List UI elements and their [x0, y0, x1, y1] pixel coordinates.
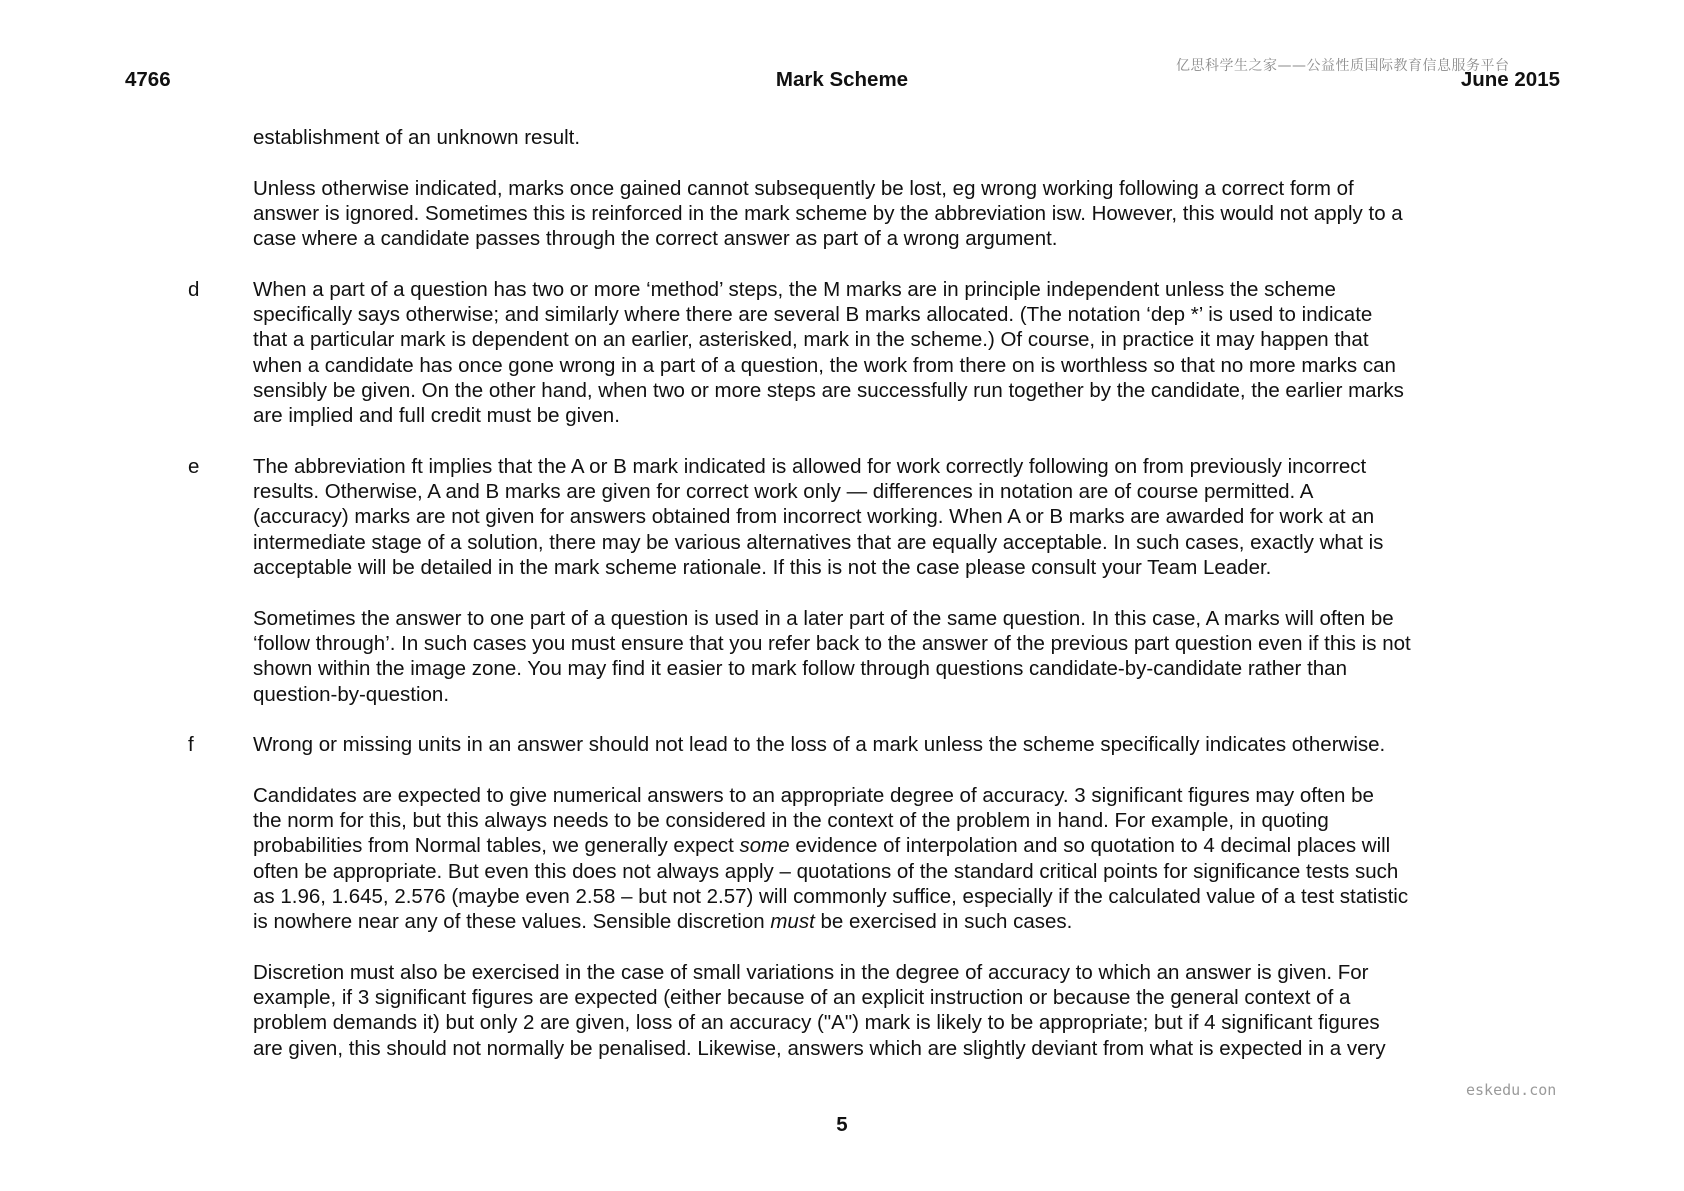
text-line: (accuracy) marks are not given for answers obtained from incorrect working. When A or B marks are awarded for work at an — [253, 505, 1375, 529]
emphasis-text: some — [739, 834, 790, 858]
text-line: as 1.96, 1.645, 2.576 (maybe even 2.58 – but not 2.57) will commonly suffice, especially if the calculated value of a test statistic — [253, 884, 1409, 908]
paragraph-text — [253, 732, 1513, 757]
text-line: shown within the image zone. You may find it easier to mark follow through questions candidate-by-candidate rather than — [253, 657, 1347, 681]
text-line: example, if 3 significant figures are expected (either because of an explicit instruction or because the general context of a — [253, 986, 1351, 1010]
text-line: Sometimes the answer to one part of a question is used in a later part of the same question. In this case, A marks will often be — [253, 606, 1394, 630]
text-line: ‘follow through’. In such cases you must ensure that you refer back to the answer of the previous part question even if this is not — [253, 631, 1411, 655]
paragraph-text — [253, 783, 1513, 935]
paragraph-block — [0, 606, 1684, 707]
paragraph-text — [253, 454, 1513, 580]
paragraph-text — [253, 176, 1513, 252]
text-line: specifically says otherwise; and similarly where there are several B marks allocated. (The notation ‘dep *’ is used to indicate — [253, 303, 1373, 327]
text-line: acceptable will be detailed in the mark scheme rationale. If this is not the case please consult your Team Leader. — [253, 556, 1272, 580]
paragraph-block — [0, 454, 1684, 580]
text-line: problem demands it) but only 2 are given, loss of an accuracy ("A") mark is likely to be appropriate; but if 4 significant figures — [253, 1011, 1380, 1035]
paragraph-text — [253, 125, 1513, 150]
text-line: sensibly be given. On the other hand, when two or more steps are successfully run together by the candidate, the earlier marks — [253, 378, 1404, 402]
page-number: 5 — [836, 1113, 848, 1136]
text-line: intermediate stage of a solution, there may be various alternatives that are equally acceptable. In such cases, exactly what is — [253, 530, 1384, 554]
paper-code: 4766 — [125, 68, 171, 91]
text-line: the norm for this, but this always needs to be considered in the context of the problem in hand. For example, in quoting — [253, 809, 1329, 833]
text-line: question-by-question. — [253, 682, 450, 706]
text-line: Discretion must also be exercised in the case of small variations in the degree of accuracy to which an answer is given. For — [253, 960, 1369, 984]
emphasis-text: must — [770, 910, 815, 934]
paragraph-block — [0, 277, 1684, 429]
text-line — [253, 909, 1513, 934]
text-line: Candidates are expected to give numerical answers to an appropriate degree of accuracy. 3 significant figures may often be — [253, 783, 1374, 807]
paragraph-text — [253, 277, 1513, 429]
paragraph-text — [253, 960, 1513, 1061]
line-segment: probabilities from Normal tables, we generally expect — [253, 834, 740, 858]
text-line: when a candidate has once gone wrong in a part of a question, the work from there on is worthless so that no more marks can — [253, 353, 1396, 377]
item-letter: e — [188, 454, 200, 478]
paragraph-text — [253, 606, 1513, 707]
item-letter: d — [188, 277, 200, 301]
text-line: that a particular mark is dependent on an earlier, asterisked, mark in the scheme.) Of course, in practice it may happen that — [253, 328, 1369, 352]
text-line: case where a candidate passes through the correct answer as part of a wrong argument. — [253, 227, 1058, 251]
watermark-top: 亿思科学生之家——公益性质国际教育信息服务平台 — [1176, 58, 1510, 74]
paragraph-block — [0, 176, 1684, 252]
text-line: results. Otherwise, A and B marks are given for correct work only — differences in notation are of course permitted. A — [253, 480, 1314, 504]
paragraph-block — [0, 783, 1684, 935]
text-line: The abbreviation ft implies that the A or B mark indicated is allowed for work correctly following on from previously incorrect — [253, 454, 1367, 478]
text-line: Unless otherwise indicated, marks once gained cannot subsequently be lost, eg wrong working following a correct form of — [253, 176, 1354, 200]
text-line: often be appropriate. But even this does not always apply – quotations of the standard critical points for significance tests such — [253, 859, 1399, 883]
text-line: When a part of a question has two or more ‘method’ steps, the M marks are in principle independent unless the scheme — [253, 277, 1336, 301]
paragraph-block — [0, 960, 1684, 1061]
text-line: answer is ignored. Sometimes this is reinforced in the mark scheme by the abbreviation isw. However, this would not apply to a — [253, 201, 1403, 225]
text-line — [253, 833, 1513, 858]
watermark-bottom: eskedu.con — [1466, 1081, 1557, 1099]
text-line: are implied and full credit must be given. — [253, 404, 620, 428]
text-line: establishment of an unknown result. — [253, 126, 581, 149]
page-header — [0, 68, 1684, 96]
paragraph-block — [0, 125, 1684, 150]
line-segment: be exercised in such cases. — [814, 910, 1073, 934]
paragraph-block — [0, 732, 1684, 757]
item-letter: f — [188, 733, 194, 757]
exam-date: June 2015 — [1460, 68, 1560, 91]
text-line: are given, this should not normally be penalised. Likewise, answers which are slightly deviant from what is expected in a very — [253, 1036, 1386, 1060]
line-segment: evidence of interpolation and so quotation to 4 decimal places will — [789, 834, 1391, 858]
text-line: Wrong or missing units in an answer should not lead to the loss of a mark unless the scheme specifically indicates otherwise. — [253, 733, 1386, 757]
document-title: Mark Scheme — [775, 68, 909, 91]
document-body — [0, 125, 1684, 1086]
line-segment: is nowhere near any of these values. Sensible discretion — [253, 910, 771, 934]
